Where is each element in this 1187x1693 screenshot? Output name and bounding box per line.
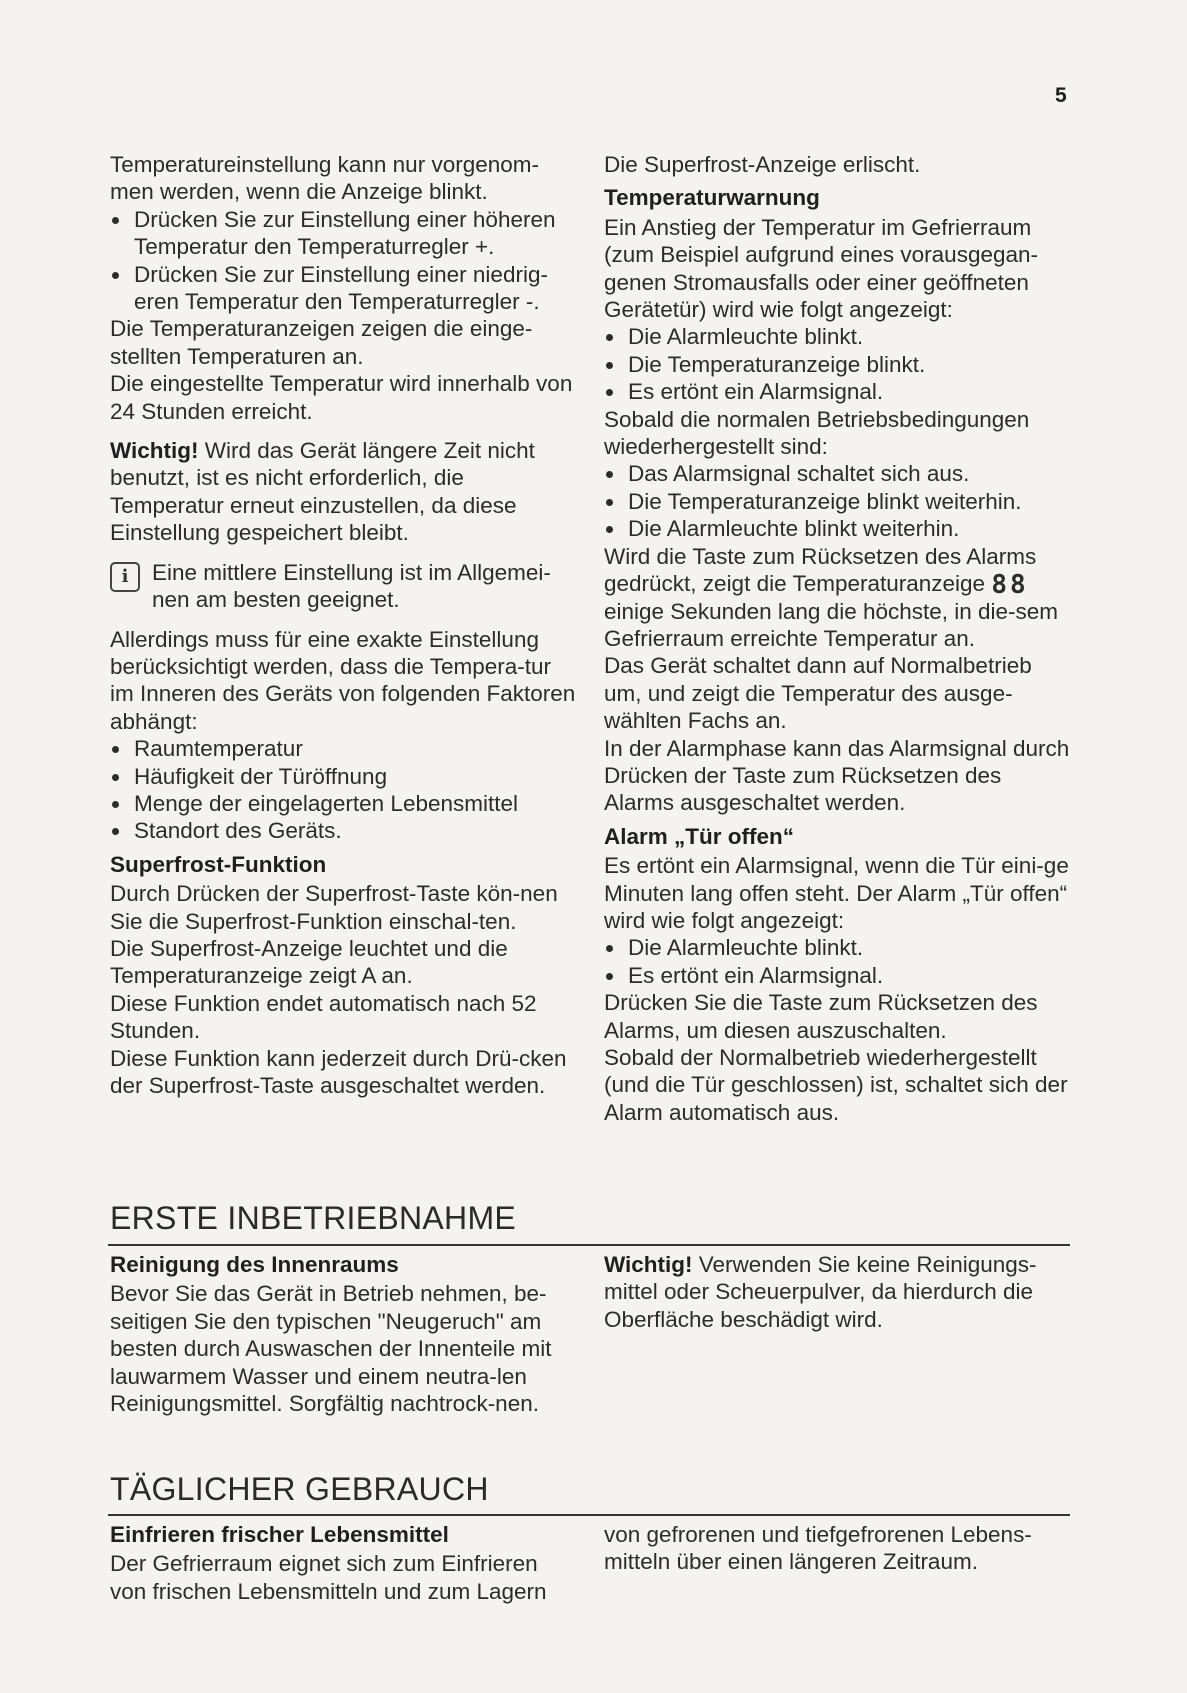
paragraph: Die eingestellte Temperatur wird innerhalb von 24 Stunden erreicht. <box>110 371 573 424</box>
important-text: Wird das Gerät längere Zeit nicht benutzt, ist es nicht erforderlich, die Temperatur erneut einzustellen, da diese Einstellung gespeichert bleibt. <box>110 438 535 546</box>
paragraph: Es ertönt ein Alarmsignal, wenn die Tür eini-ge Minuten lang offen steht. Der Alarm „Tür offen“ wird wie folgt angezeigt: <box>604 853 1069 933</box>
temperature-warning-heading: Temperaturwarnung <box>604 185 820 211</box>
bullet-item: Menge der eingelagerten Lebensmittel <box>110 790 578 817</box>
paragraph <box>604 543 1074 653</box>
superfrost-heading: Superfrost-Funktion <box>110 851 327 877</box>
paragraph: Drücken Sie die Taste zum Rücksetzen des Alarms, um diesen auszuschalten. <box>604 990 1038 1043</box>
paragraph: Das Gerät schaltet dann auf Normalbetrieb um, und zeigt die Temperatur des ausge-wählten Fachs an. <box>604 653 1032 734</box>
paragraph: In der Alarmphase kann das Alarmsignal durch Drücken der Taste zum Rücksetzen des Alarms ausgeschaltet werden. <box>604 735 1070 816</box>
section-divider <box>108 1514 1070 1516</box>
paragraph: Die Superfrost-Anzeige leuchtet und die Temperaturanzeige zeigt A an. <box>110 935 508 989</box>
right-column-top <box>604 151 1074 1126</box>
bullet-item: Es ertönt ein Alarmsignal. <box>604 378 1074 405</box>
important-label: Wichtig! <box>110 438 199 464</box>
paragraph: Temperatureinstellung kann nur vorgenom-men werden, wenn die Anzeige blinkt. <box>110 152 539 205</box>
important-label: Wichtig! <box>604 1252 693 1277</box>
bullet-item: Die Alarmleuchte blinkt weiterhin. <box>604 515 1074 542</box>
info-note <box>110 559 578 614</box>
paragraph: Der Gefrierraum eignet sich zum Einfrieren von frischen Lebensmitteln und zum Lagern <box>110 1551 547 1604</box>
freezing-heading: Einfrieren frischer Lebensmittel <box>110 1522 449 1547</box>
bullet-item: Raumtemperatur <box>110 735 578 762</box>
bullet-item: Standort des Geräts. <box>110 817 578 844</box>
important-text: Verwenden Sie keine Reinigungs-mittel oder Scheuerpulver, da hierdurch die Oberfläche beschädigt wird. <box>604 1252 1037 1332</box>
bullet-item: Die Temperaturanzeige blinkt. <box>604 351 1074 378</box>
bullet-item: Die Alarmleuchte blinkt. <box>604 323 1074 350</box>
bullet-item: Die Temperaturanzeige blinkt weiterhin. <box>604 488 1074 515</box>
door-alarm-heading: Alarm „Tür offen“ <box>604 823 795 849</box>
section-divider <box>108 1244 1070 1246</box>
paragraph: Die Temperaturanzeigen zeigen die einge-stellten Temperaturen an. <box>110 316 533 369</box>
bullet-item: Drücken Sie zur Einstellung einer höheren Temperatur den Temperaturregler +. <box>110 206 578 261</box>
section1-right <box>604 1251 1074 1333</box>
reset-text-b: einige Sekunden lang die höchste, in die-sem Gefrierraum erreichte Temperatur an. <box>604 598 1059 651</box>
paragraph: von gefrorenen und tiefgefrorenen Lebens-mitteln über einen längeren Zeitraum. <box>604 1522 1032 1575</box>
page-number: 5 <box>1055 84 1067 107</box>
section2-right <box>604 1521 1074 1576</box>
paragraph: Sobald der Normalbetrieb wiederhergestellt (und die Tür geschlossen) ist, schaltet sich der Alarm automatisch aus. <box>604 1045 1068 1125</box>
bullet-item: Häufigkeit der Türöffnung <box>110 763 578 790</box>
paragraph: Diese Funktion endet automatisch nach 52 Stunden. <box>110 990 537 1044</box>
section1-left <box>110 1251 578 1417</box>
section-title-erste-inbetriebnahme: ERSTE INBETRIEBNAHME <box>110 1200 517 1236</box>
paragraph: Sobald die normalen Betriebsbedingungen wiederhergestellt sind: <box>604 406 1030 460</box>
bullet-item: Die Alarmleuchte blinkt. <box>604 934 1074 961</box>
cleaning-heading: Reinigung des Innenraums <box>110 1252 399 1277</box>
important-note <box>110 437 578 547</box>
bullet-item: Es ertönt ein Alarmsignal. <box>604 962 1074 989</box>
reset-text-a: Wird die Taste zum Rücksetzen des Alarms gedrückt, zeigt die Temperaturanzeige <box>604 543 1037 597</box>
bullet-item: Drücken Sie zur Einstellung einer niedrig-eren Temperatur den Temperaturregler -. <box>110 261 578 316</box>
segment-display-icon: 88 <box>991 570 1029 601</box>
info-text: Eine mittlere Einstellung ist im Allgemei-nen am besten geeignet. <box>152 559 551 613</box>
info-icon: i <box>110 562 140 592</box>
paragraph: Ein Anstieg der Temperatur im Gefrierraum (zum Beispiel aufgrund eines vorausgegan-genen Stromausfalls oder einer geöffneten Gerätetür) wird wie folgt angezeigt: <box>604 214 1039 323</box>
important-note <box>604 1251 1074 1333</box>
paragraph: Bevor Sie das Gerät in Betrieb nehmen, be-seitigen Sie den typischen "Neugeruch" am besten durch Auswaschen der Innenteile mit lauwarmem Wasser und einem neutra-len Reinigungsmittel. Sorgfältig nachtrock-nen. <box>110 1281 552 1417</box>
paragraph: Allerdings muss für eine exakte Einstellung berücksichtigt werden, dass die Tempera-tur im Inneren des Geräts von folgenden Faktoren abhängt: <box>110 626 576 734</box>
left-column-top <box>110 151 578 1099</box>
paragraph: Diese Funktion kann jederzeit durch Drü-cken der Superfrost-Taste ausgeschaltet werden. <box>110 1045 567 1098</box>
paragraph: Die Superfrost-Anzeige erlischt. <box>604 152 921 177</box>
paragraph: Durch Drücken der Superfrost-Taste kön-nen Sie die Superfrost-Funktion einschal-ten. <box>110 881 558 934</box>
section-title-taeglicher-gebrauch: TÄGLICHER GEBRAUCH <box>110 1471 489 1507</box>
section2-left <box>110 1521 578 1605</box>
bullet-item: Das Alarmsignal schaltet sich aus. <box>604 460 1074 487</box>
